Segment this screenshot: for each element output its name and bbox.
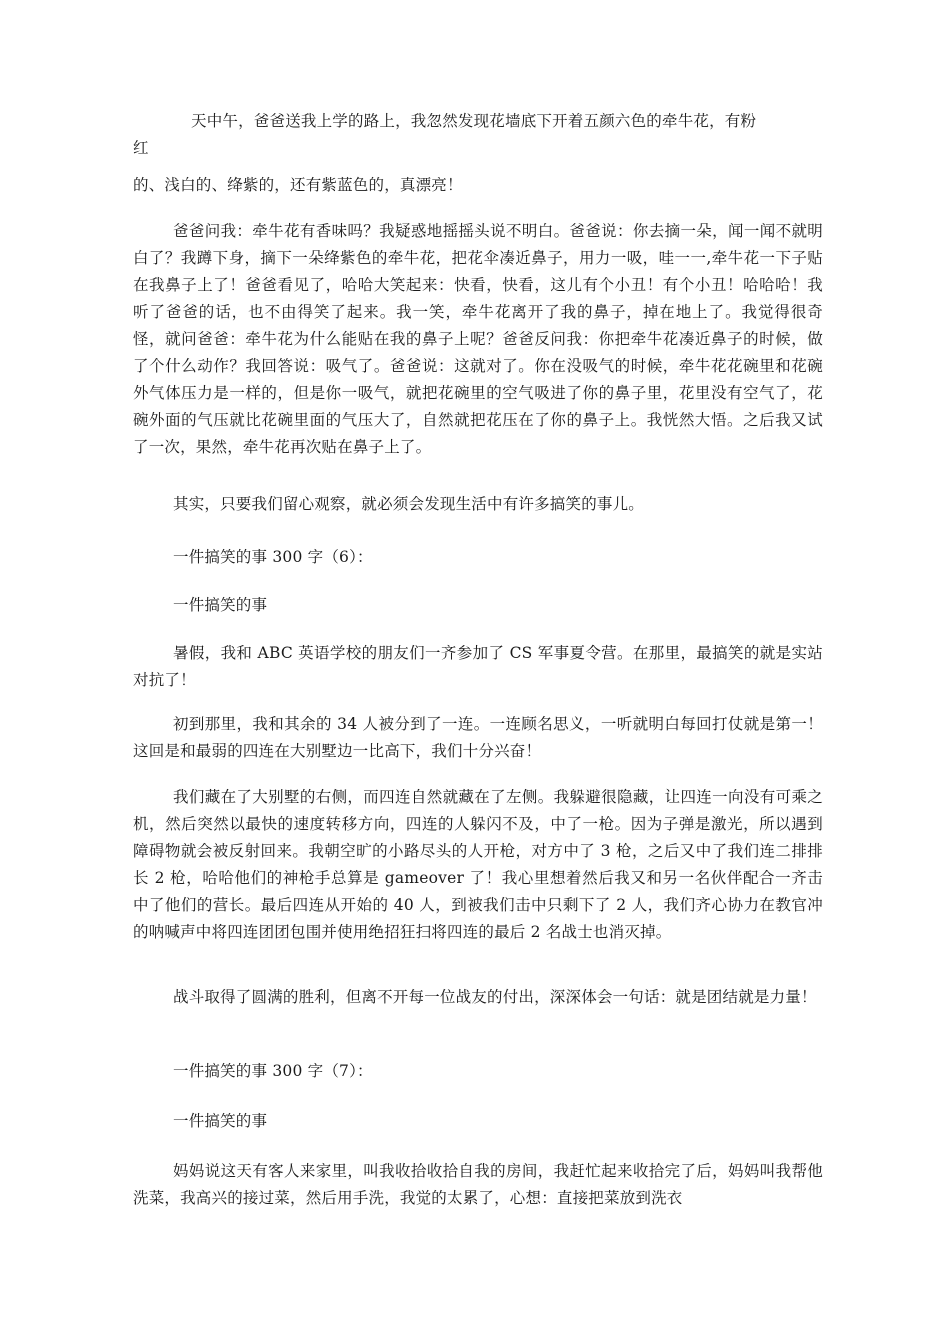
paragraph-victory: 战斗取得了圆满的胜利，但离不开每一位战友的付出，深深体会一句话：就是团结就是力量！ — [173, 988, 817, 1006]
paragraph-opening: 天中午，爸爸送我上学的路上，我忽然发现花墙底下开着五颜六色的牵牛花，有粉 红 — [133, 112, 757, 157]
paragraph-battle: 我们藏在了大别墅的右侧，而四连自然就藏在了左侧。我躲避很隐藏，让四连一向没有可乘之机，然后突然以最快的速度转移方向，四连的人躲闪不及，中了一枪。因为子弹是激光，所以遇到障碍物就会被反射回来。我朝空旷的小路尽头的人开枪，对方中了 3 枪，之后又中了我们连二排排长 2 枪，哈哈他们的神枪手总算是 gameover 了！我心里想着然后我又和另一名伙伴配合一齐击中了他们的营长。最后四连从开始的 40 人，到被我们击中只剩下了 2 人，我们齐心协力在教官冲的呐喊声中将四连团团包围并使用绝招狂扫将四连的最后 2 名战士也消灭掉。 — [133, 788, 823, 941]
article-title-7: 一件搞笑的事 — [173, 1112, 268, 1130]
article-title-6: 一件搞笑的事 — [173, 596, 268, 614]
section-heading-7: 一件搞笑的事 300 字（7）： — [173, 1062, 373, 1080]
paragraph-observation: 其实，只要我们留心观察，就必须会发现生活中有许多搞笑的事儿。 — [173, 495, 645, 513]
paragraph-summer-camp: 暑假，我和 ABC 英语学校的朋友们一齐参加了 CS 军事夏令营。在那里，最搞笑的就是实站对抗了！ — [133, 644, 823, 689]
paragraph-first-company: 初到那里，我和其余的 34 人被分到了一连。一连顾名思义，一听就明白每回打仗就是第一！这回是和最弱的四连在大别墅边一比高下，我们十分兴奋！ — [133, 715, 823, 760]
section-heading-6: 一件搞笑的事 300 字（6）： — [173, 548, 373, 566]
paragraph-continuation: 的、浅白的、绛紫的，还有紫蓝色的，真漂亮！ — [133, 176, 463, 194]
paragraph-washing-vegetables: 妈妈说这天有客人来家里，叫我收拾收拾自我的房间，我赶忙起来收拾完了后，妈妈叫我帮他洗菜，我高兴的接过菜，然后用手洗，我觉的太累了，心想：直接把菜放到洗衣 — [133, 1162, 823, 1207]
paragraph-morning-glory-story: 爸爸问我：牵牛花有香味吗？我疑惑地摇摇头说不明白。爸爸说：你去摘一朵，闻一闻不就明白了？我蹲下身，摘下一朵绛紫色的牵牛花，把花伞凑近鼻子，用力一吸，哇一一,牵牛花一下子贴在我鼻子上了！爸爸看见了，哈哈大笑起来：快看，快看，这儿有个小丑！有个小丑！哈哈哈！我听了爸爸的话，也不由得笑了起来。我一笑，牵牛花离开了我的鼻子，掉在地上了。我觉得很奇怪，就问爸爸：牵牛花为什么能贴在我的鼻子上呢？爸爸反问我：你把牵牛花凑近鼻子的时候，做了个什么动作？我回答说：吸气了。爸爸说：这就对了。你在没吸气的时候，牵牛花花碗里和花碗外气体压力是一样的，但是你一吸气，就把花碗里的空气吸进了你的鼻子里，花里没有空气了，花碗外面的气压就比花碗里面的气压大了，自然就把花压在了你的鼻子上。我恍然大悟。之后我又试了一次，果然，牵牛花再次贴在鼻子上了。 — [133, 222, 823, 456]
